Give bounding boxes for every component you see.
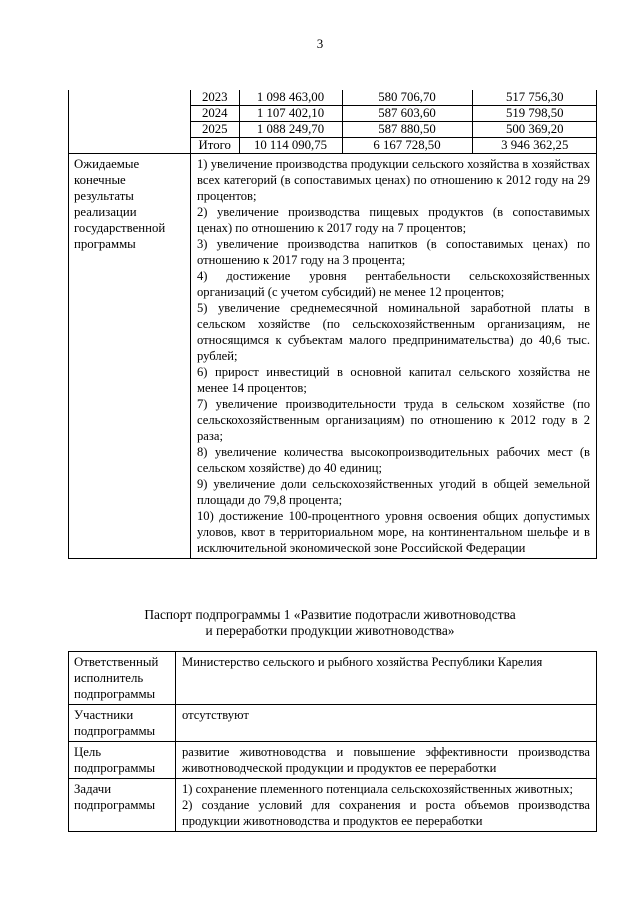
list-item: 1) сохранение племенного потенциала сельскохозяйственных животных; <box>182 782 574 796</box>
responsible-label: Ответственный исполнитель подпрограммы <box>69 652 176 705</box>
year-cell: Итого <box>198 138 231 152</box>
year-cell: 2024 <box>191 106 239 122</box>
amount-cell: 519 798,50 <box>472 106 597 122</box>
table-row <box>191 90 597 106</box>
list-item: 4) достижение уровня рентабельности сельскохозяйственных организаций (с учетом субсидий) не менее 12 процентов; <box>197 269 590 299</box>
table-row <box>69 652 597 705</box>
budget-label-cell <box>69 90 191 154</box>
expected-results-list <box>191 154 597 559</box>
list-item: 3) увеличение производства напитков (в сопоставимых ценах) по отношению к 2017 году на 3 процента; <box>197 237 590 267</box>
total-cell: 1 098 463,00 <box>239 90 342 106</box>
passport-table <box>68 651 597 832</box>
budget-values-cell <box>191 90 597 154</box>
expected-results-row <box>69 154 597 559</box>
list-item: 1) увеличение производства продукции сельского хозяйства в хозяйствах всех категорий (в сопоставимых ценах) по отношению к 2012 году на 29 процентов; <box>197 157 590 203</box>
list-item: 7) увеличение производительности труда в сельском хозяйстве (по сельскохозяйственным организациям) по отношению к 2012 году в 2 раза; <box>197 397 590 443</box>
passport-title-line: Паспорт подпрограммы 1 «Развитие подотрасли животноводства <box>144 607 516 622</box>
participants-label: Участники подпрограммы <box>69 705 176 742</box>
list-item: 9) увеличение доли сельскохозяйственных угодий в общей земельной площади до 79,8 процента; <box>197 477 590 507</box>
tasks-label: Задачи подпрограммы <box>69 779 176 832</box>
year-cell: 2023 <box>191 90 239 106</box>
program-table <box>68 90 597 559</box>
amount-cell: 6 167 728,50 <box>342 138 472 154</box>
amount-cell: 587 880,50 <box>342 122 472 138</box>
amount-cell: 500 369,20 <box>472 122 597 138</box>
table-row <box>191 106 597 122</box>
list-item: 5) увеличение среднемесячной номинальной заработной платы в сельском хозяйстве (по сельскохозяйственным организациям, не относящимся к субъектам малого предпринимательства) до 40,6 тыс. рублей; <box>197 301 590 363</box>
amount-cell: 580 706,70 <box>342 90 472 106</box>
table-row <box>69 779 597 832</box>
goal-value: развитие животноводства и повышение эффективности производства животноводческой продукции и продуктов ее переработки <box>176 742 597 779</box>
tasks-list <box>176 779 597 832</box>
passport-title-line: и переработки продукции животноводства» <box>205 623 455 638</box>
table-row <box>69 742 597 779</box>
table-row <box>191 122 597 138</box>
list-item: 2) увеличение производства пищевых продуктов (в сопоставимых ценах) по отношению к 2017 году на 7 процентов; <box>197 205 590 235</box>
list-item: 2) создание условий для сохранения и роста объемов производства продукции животноводства и продуктов ее переработки <box>182 798 590 828</box>
goal-label: Цель подпрограммы <box>69 742 176 779</box>
list-item: 10) достижение 100-процентного уровня освоения общих допустимых уловов, квот в территориальном море, на континентальном шельфе и в исключительной экономической зоне Российской Федерации <box>197 509 590 555</box>
year-cell: 2025 <box>191 122 239 138</box>
expected-results-label: Ожидаемые конечные результаты реализации государственной программы <box>69 154 191 559</box>
passport-title <box>60 607 600 639</box>
budget-inner-table <box>191 90 597 153</box>
total-cell: 1 088 249,70 <box>239 122 342 138</box>
responsible-value: Министерство сельского и рыбного хозяйства Республики Карелия <box>176 652 597 705</box>
list-item: 8) увеличение количества высокопроизводительных рабочих мест (в сельском хозяйстве) до 40 единиц; <box>197 445 590 475</box>
page-number: 3 <box>316 36 324 51</box>
budget-row <box>69 90 597 154</box>
list-item: 6) прирост инвестиций в основной капитал сельского хозяйства не менее 14 процентов; <box>197 365 590 395</box>
total-cell: 1 107 402,10 <box>239 106 342 122</box>
amount-cell: 517 756,30 <box>472 90 597 106</box>
table-row-total <box>191 138 597 154</box>
participants-value: отсутствуют <box>176 705 597 742</box>
amount-cell: 3 946 362,25 <box>472 138 597 154</box>
table-row <box>69 705 597 742</box>
amount-cell: 587 603,60 <box>342 106 472 122</box>
total-cell: 10 114 090,75 <box>239 138 342 154</box>
